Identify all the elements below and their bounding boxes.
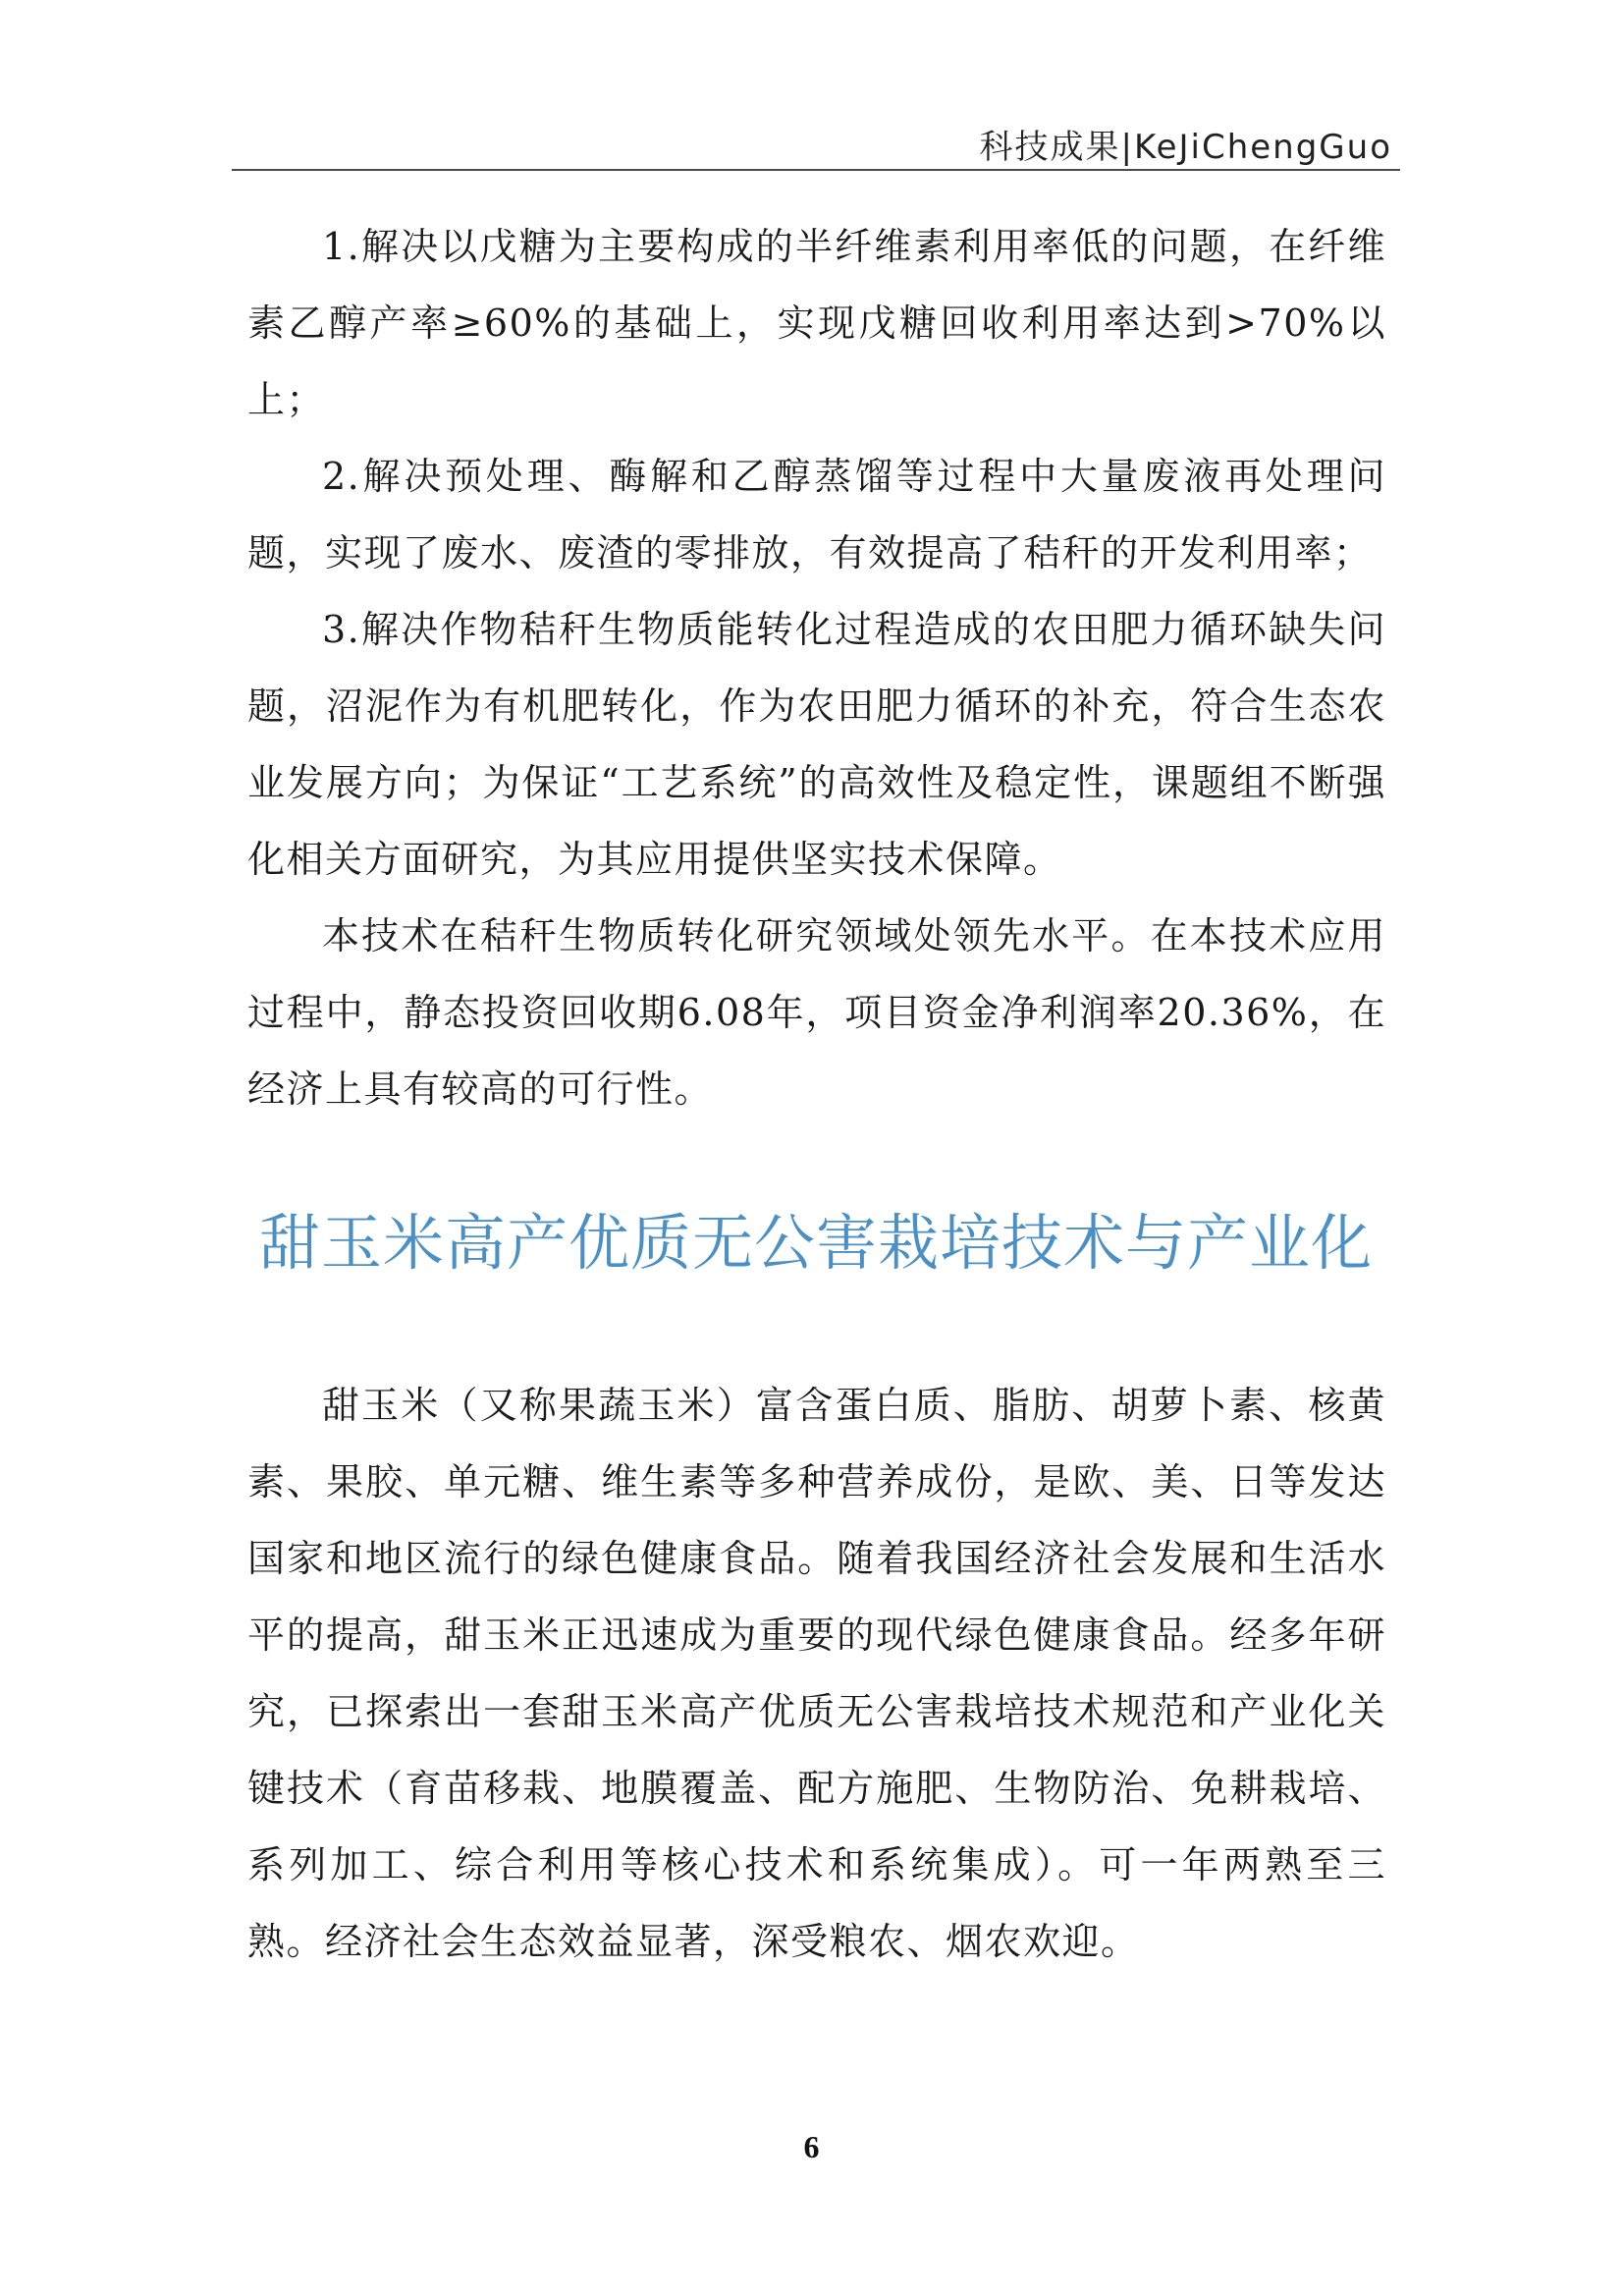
paragraph-3: 3.解决作物秸秆生物质能转化过程造成的农田肥力循环缺失问题，沼泥作为有机肥转化，作为农田肥力循环的补充，符合生态农业发展方向；为保证“工艺系统”的高效性及稳定性，课题组不断强化相关方面研究，为其应用提供坚实技术保障。: [247, 608, 1386, 881]
paragraph-5: 甜玉米（又称果蔬玉米）富含蛋白质、脂肪、胡萝卜素、核黄素、果胶、单元糖、维生素等多种营养成份，是欧、美、日等发达国家和地区流行的绿色健康食品。随着我国经济社会发展和生活水平的提高，甜玉米正迅速成为重要的现代绿色健康食品。经多年研究，已探索出一套甜玉米高产优质无公害栽培技术规范和产业化关键技术（育苗移栽、地膜覆盖、配方施肥、生物防治、免耕栽培、系列加工、综合利用等核心技术和系统集成）。可一年两熟至三熟。经济社会生态效益显著，深受粮农、烟农欢迎。: [247, 1384, 1386, 1963]
section-1-body: [247, 208, 1386, 1127]
header-title: 科技成果|KeJiChengGuo: [979, 128, 1392, 167]
section-heading: 甜玉米高产优质无公害栽培技术与产业化: [258, 1207, 1373, 1279]
paragraph-1: 1.解决以戊糖为主要构成的半纤维素利用率低的问题，在纤维素乙醇产率≥60%的基础上，实现戊糖回收利用率达到>70%以上；: [247, 225, 1386, 421]
paragraph-4: 本技术在秸秆生物质转化研究领域处领先水平。在本技术应用过程中，静态投资回收期6.08年，项目资金净利润率20.36%，在经济上具有较高的可行性。: [247, 914, 1386, 1111]
section-2-body: [247, 1367, 1386, 1980]
page-number: 6: [803, 2129, 820, 2164]
page-header: [232, 116, 1400, 171]
paragraph-2: 2.解决预处理、酶解和乙醇蒸馏等过程中大量废液再处理问题，实现了废水、废渣的零排放，有效提高了秸秆的开发利用率；: [247, 455, 1386, 574]
